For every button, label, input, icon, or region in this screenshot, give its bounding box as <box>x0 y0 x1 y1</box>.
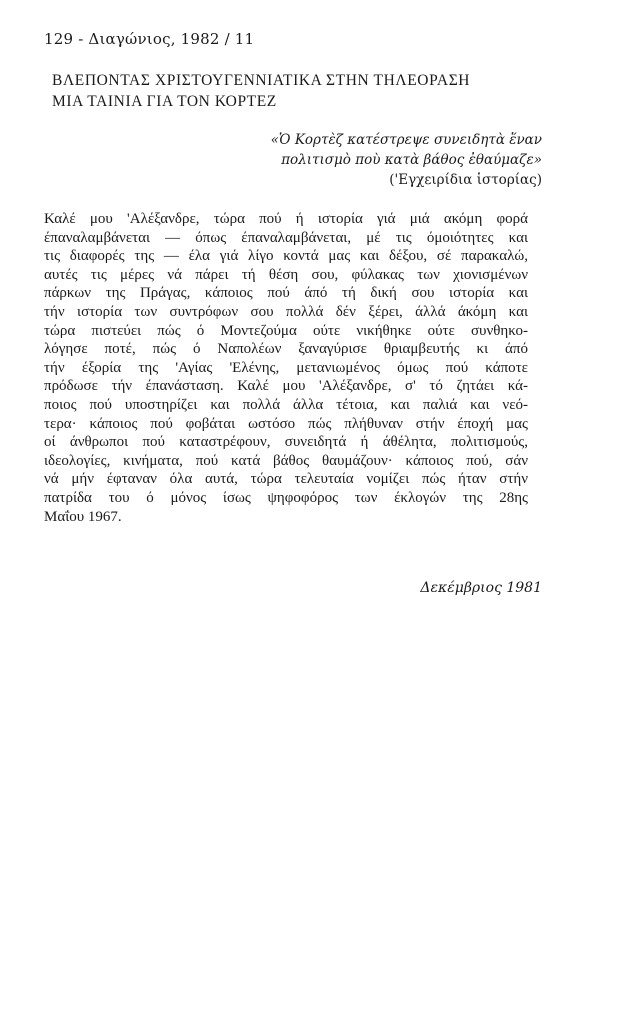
body-line: ιδεολογίες, κινήματα, πού κατά βάθος θαυμάζουν· κάποιος πού, σάν <box>44 452 528 469</box>
body-line: οί άνθρωποι πού καταστρέφουν, συνειδητά ή άθέλητα, πολιτισμούς, <box>44 434 528 451</box>
title-line: ΜΙΑ ΤΑΙΝΙΑ ΓΙΑ ΤΟΝ ΚΟΡΤΕΖ <box>52 93 277 110</box>
poem-title <box>52 70 592 112</box>
body-line: τώρα πιστεύει πώς ό Μοντεζούμα ούτε νικήθηκε ούτε συνθηκο- <box>44 322 528 339</box>
body-line: Καλέ μου 'Αλέξανδρε, τώρα πού ή ιστορία γιά μιά ακόμη φορά <box>44 211 528 227</box>
epigraph-source: ('Εγχειρίδια ἱστορίας) <box>389 172 542 188</box>
body-line-last: Μαΐου 1967. <box>44 508 122 525</box>
body-line: έπαναλαμβάνεται — όπως έπαναλαμβάνεται, μέ τις όμοιότητες και <box>44 229 528 246</box>
body-line: πατρίδα του ό μόνος ίσως ψηφοφόρος των έκλογών της 28ης <box>44 489 528 506</box>
body-text <box>44 210 528 526</box>
body-line: τερα· κάποιος πού φοβάται ωστόσο πώς πλήθυναν στήν έποχή μας <box>44 415 528 432</box>
body-line: τήν έξορία της 'Αγίας 'Ελένης, μετανιωμένος όμως πού κάποτε <box>44 359 528 376</box>
running-header: 129 - Διαγώνιος, 1982 / 11 <box>44 30 255 48</box>
epigraph-line: «Ὁ Κορτὲζ κατέστρεψε συνειδητὰ ἕναν <box>270 132 542 148</box>
body-line: λόγησε ποτέ, πώς ό Ναπολέων ξαναγύρισε θριαμβευτής κι άπό <box>44 341 528 358</box>
body-line: τήν ιστορία των συντρόφων σου πολλά δέν ξέρει, άλλά άκόμη και <box>44 303 528 320</box>
date-signature: Δεκέμβριος 1981 <box>420 580 542 596</box>
epigraph <box>222 130 542 190</box>
body-line: πάρκων της Πράγας, κάποιος πού άπό τή δική σου ιστορία και <box>44 285 528 302</box>
body-line: πρόδωσε τήν έπανάσταση. Καλέ μου 'Αλέξανδρε, σ' τό ζητάει κά- <box>44 378 528 395</box>
body-line: νά μήν έφταναν όλα αυτά, τώρα τελευταία νομίζει πώς ήταν στήν <box>44 471 528 488</box>
title-line: ΒΛΕΠΟΝΤΑΣ ΧΡΙΣΤΟΥΓΕΝΝΙΑΤΙΚΑ ΣΤΗΝ ΤΗΛΕΟΡΑΣΗ <box>52 72 471 89</box>
epigraph-line: πολιτισμὸ ποὺ κατὰ βάθος ἐθαύμαζε» <box>281 152 542 168</box>
body-line: τις διαφορές της — έλα γιά λίγο κοντά μας και δέξου, σέ παρακαλώ, <box>44 248 528 265</box>
body-line: αυτές τις μέρες νά πάρει τή θέση σου, φύλακας των χιονισμένων <box>44 266 528 283</box>
body-line: ποιος πού υποστηρίζει και πολλά άλλα τέτοια, και παλιά και νεό- <box>44 396 528 413</box>
